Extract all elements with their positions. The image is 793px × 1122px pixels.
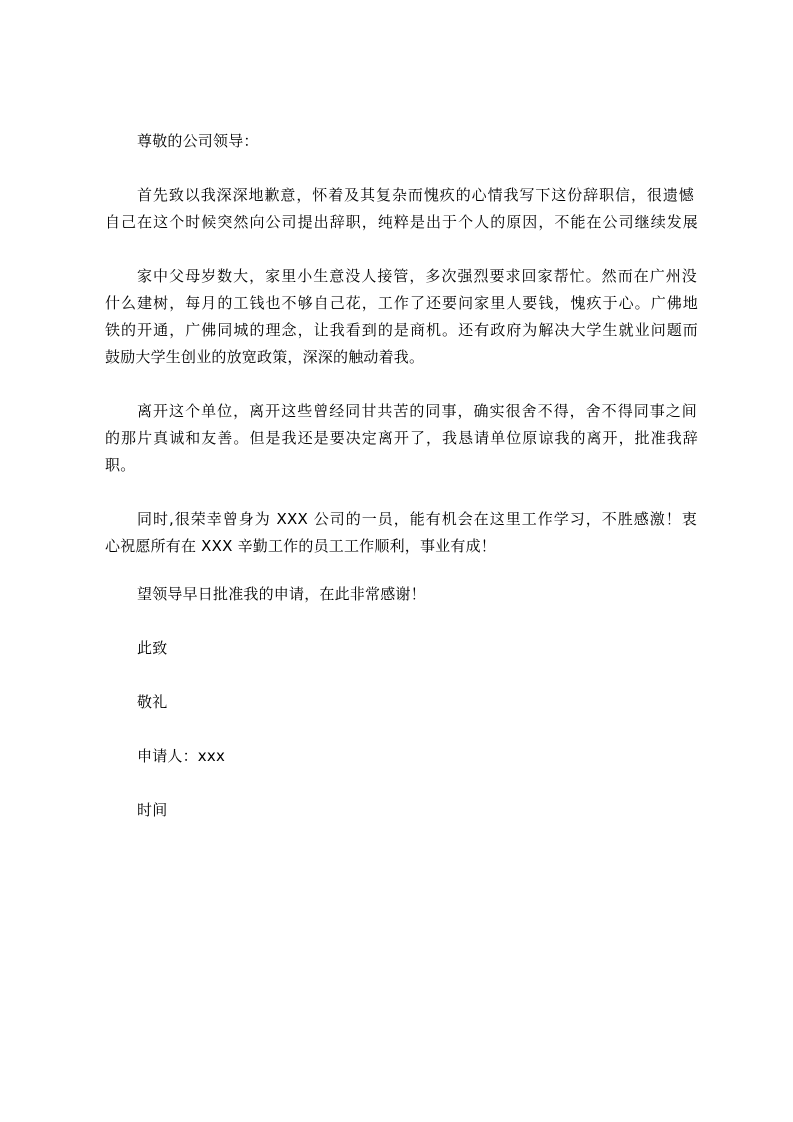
paragraph-2-line-2: 什么建树，每月的工钱也不够自己花，工作了还要问家里人要钱，愧疚于心。广佛地 <box>105 294 698 312</box>
paragraph-3-line-3: 职。 <box>105 456 136 474</box>
closing-jingli: 敬礼 <box>137 693 168 711</box>
paragraph-1-line-1: 首先致以我深深地歉意，怀着及其复杂而愧疚的心情我写下这份辞职信，很遗憾 <box>137 186 694 204</box>
paragraph-2-line-1: 家中父母岁数大，家里小生意没人接管，多次强烈要求回家帮忙。然而在广州没 <box>137 267 697 285</box>
closing-cizhi: 此致 <box>137 639 168 657</box>
applicant-line: 申请人：xxx <box>137 747 226 765</box>
paragraph-4-line-1: 同时,很荣幸曾身为 XXX 公司的一员，能有机会在这里工作学习，不胜感激！衷 <box>137 510 697 528</box>
paragraph-2-line-4: 鼓励大学生创业的放宽政策，深深的触动着我。 <box>105 348 425 366</box>
paragraph-3-line-1: 离开这个单位，离开这些曾经同甘共苦的同事，确实很舍不得，舍不得同事之间 <box>137 402 697 420</box>
paragraph-4-line-2: 心祝愿所有在 XXX 辛勤工作的员工工作顺利，事业有成！ <box>105 537 496 555</box>
salutation: 尊敬的公司领导： <box>137 132 259 150</box>
date-label: 时间 <box>137 801 168 819</box>
paragraph-2-line-3: 铁的开通，广佛同城的理念，让我看到的是商机。还有政府为解决大学生就业问题而 <box>105 321 698 339</box>
paragraph-3-line-2: 的那片真诚和友善。但是我还是要决定离开了，我恳请单位原谅我的离开，批准我辞 <box>105 429 698 447</box>
paragraph-1-line-2: 自己在这个时候突然向公司提出辞职，纯粹是出于个人的原因，不能在公司继续发展 <box>105 213 698 231</box>
request-line: 望领导早日批准我的申请，在此非常感谢！ <box>137 585 426 603</box>
